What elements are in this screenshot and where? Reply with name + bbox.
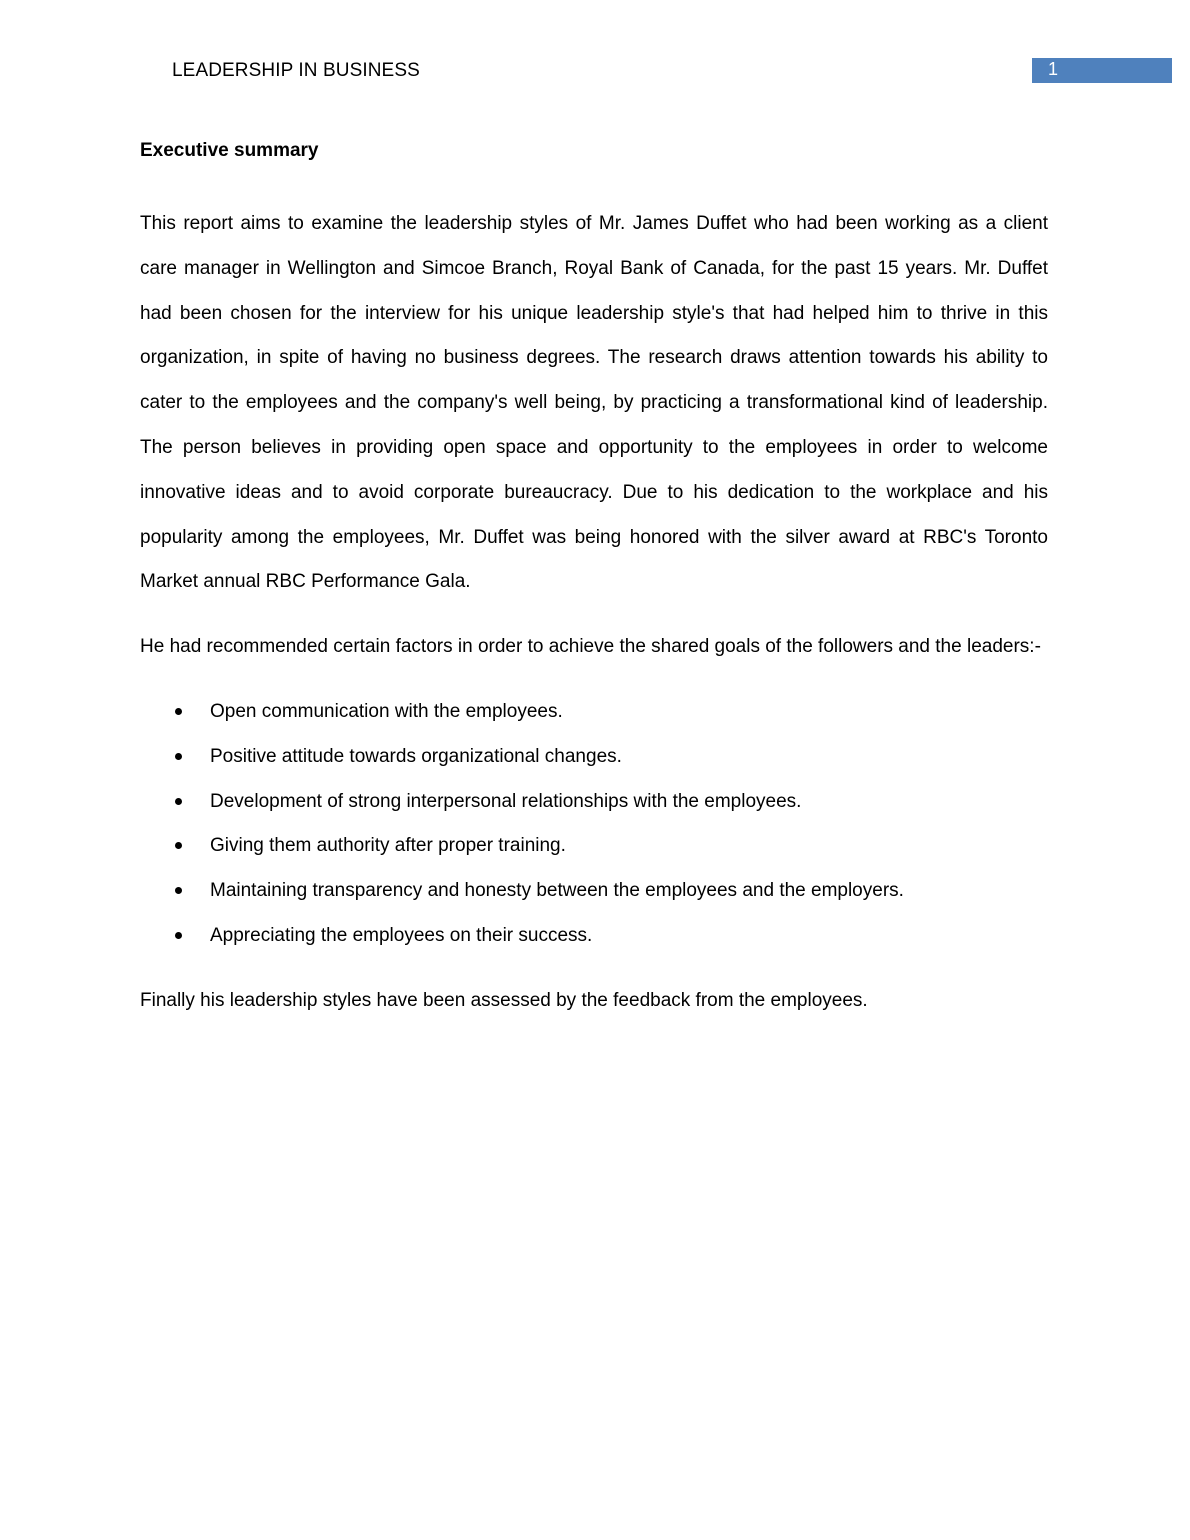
list-item [140,735,1048,780]
section-heading: Executive summary [140,140,319,161]
list-item [140,780,1048,825]
running-header-title: LEADERSHIP IN BUSINESS [172,60,420,81]
bullet-icon [175,842,182,849]
list-item-text: Positive attitude towards organizational changes. [210,745,622,767]
list-item-text: Development of strong interpersonal relationships with the employees. [210,790,802,812]
bullet-icon [175,887,182,894]
list-item [140,824,1048,869]
bullet-icon [175,753,182,760]
list-item-text: Open communication with the employees. [210,700,563,722]
bullet-icon [175,932,182,939]
list-item-text: Appreciating the employees on their success. [210,924,593,946]
list-item-text: Maintaining transparency and honesty between the employees and the employers. [210,880,904,902]
bullet-icon [175,708,182,715]
page-number: 1 [1048,59,1059,79]
list-item [140,914,1048,959]
page-number-badge [1032,58,1172,83]
factors-list [140,690,1048,959]
list-item-text: Giving them authority after proper training. [210,835,566,857]
document-body [140,138,1048,1044]
bullet-icon [175,798,182,805]
list-item [140,869,1048,914]
factors-intro-paragraph: He had recommended certain factors in order to achieve the shared goals of the followers and the leaders:- [140,636,1041,658]
list-item [140,690,1048,735]
summary-paragraph: This report aims to examine the leadership styles of Mr. James Duffet who had been working as a client care manager in Wellington and Simcoe Branch, Royal Bank of Canada, for the past 15 years. Mr. Duffet had been chosen for the interview for his unique leadership style's that had helped him to thrive in this organization, in spite of having no business degrees. The research draws attention towards his ability to cater to the employees and the company's well being, by practicing a transformational kind of leadership. The person believes in providing open space and opportunity to the employees in order to welcome innovative ideas and to avoid corporate bureaucracy. Due to his dedication to the workplace and his popularity among the employees, Mr. Duffet was being honored with the silver award at RBC's Toronto Market annual RBC Performance Gala. [140,213,1048,593]
closing-paragraph: Finally his leadership styles have been assessed by the feedback from the employees. [140,989,868,1011]
